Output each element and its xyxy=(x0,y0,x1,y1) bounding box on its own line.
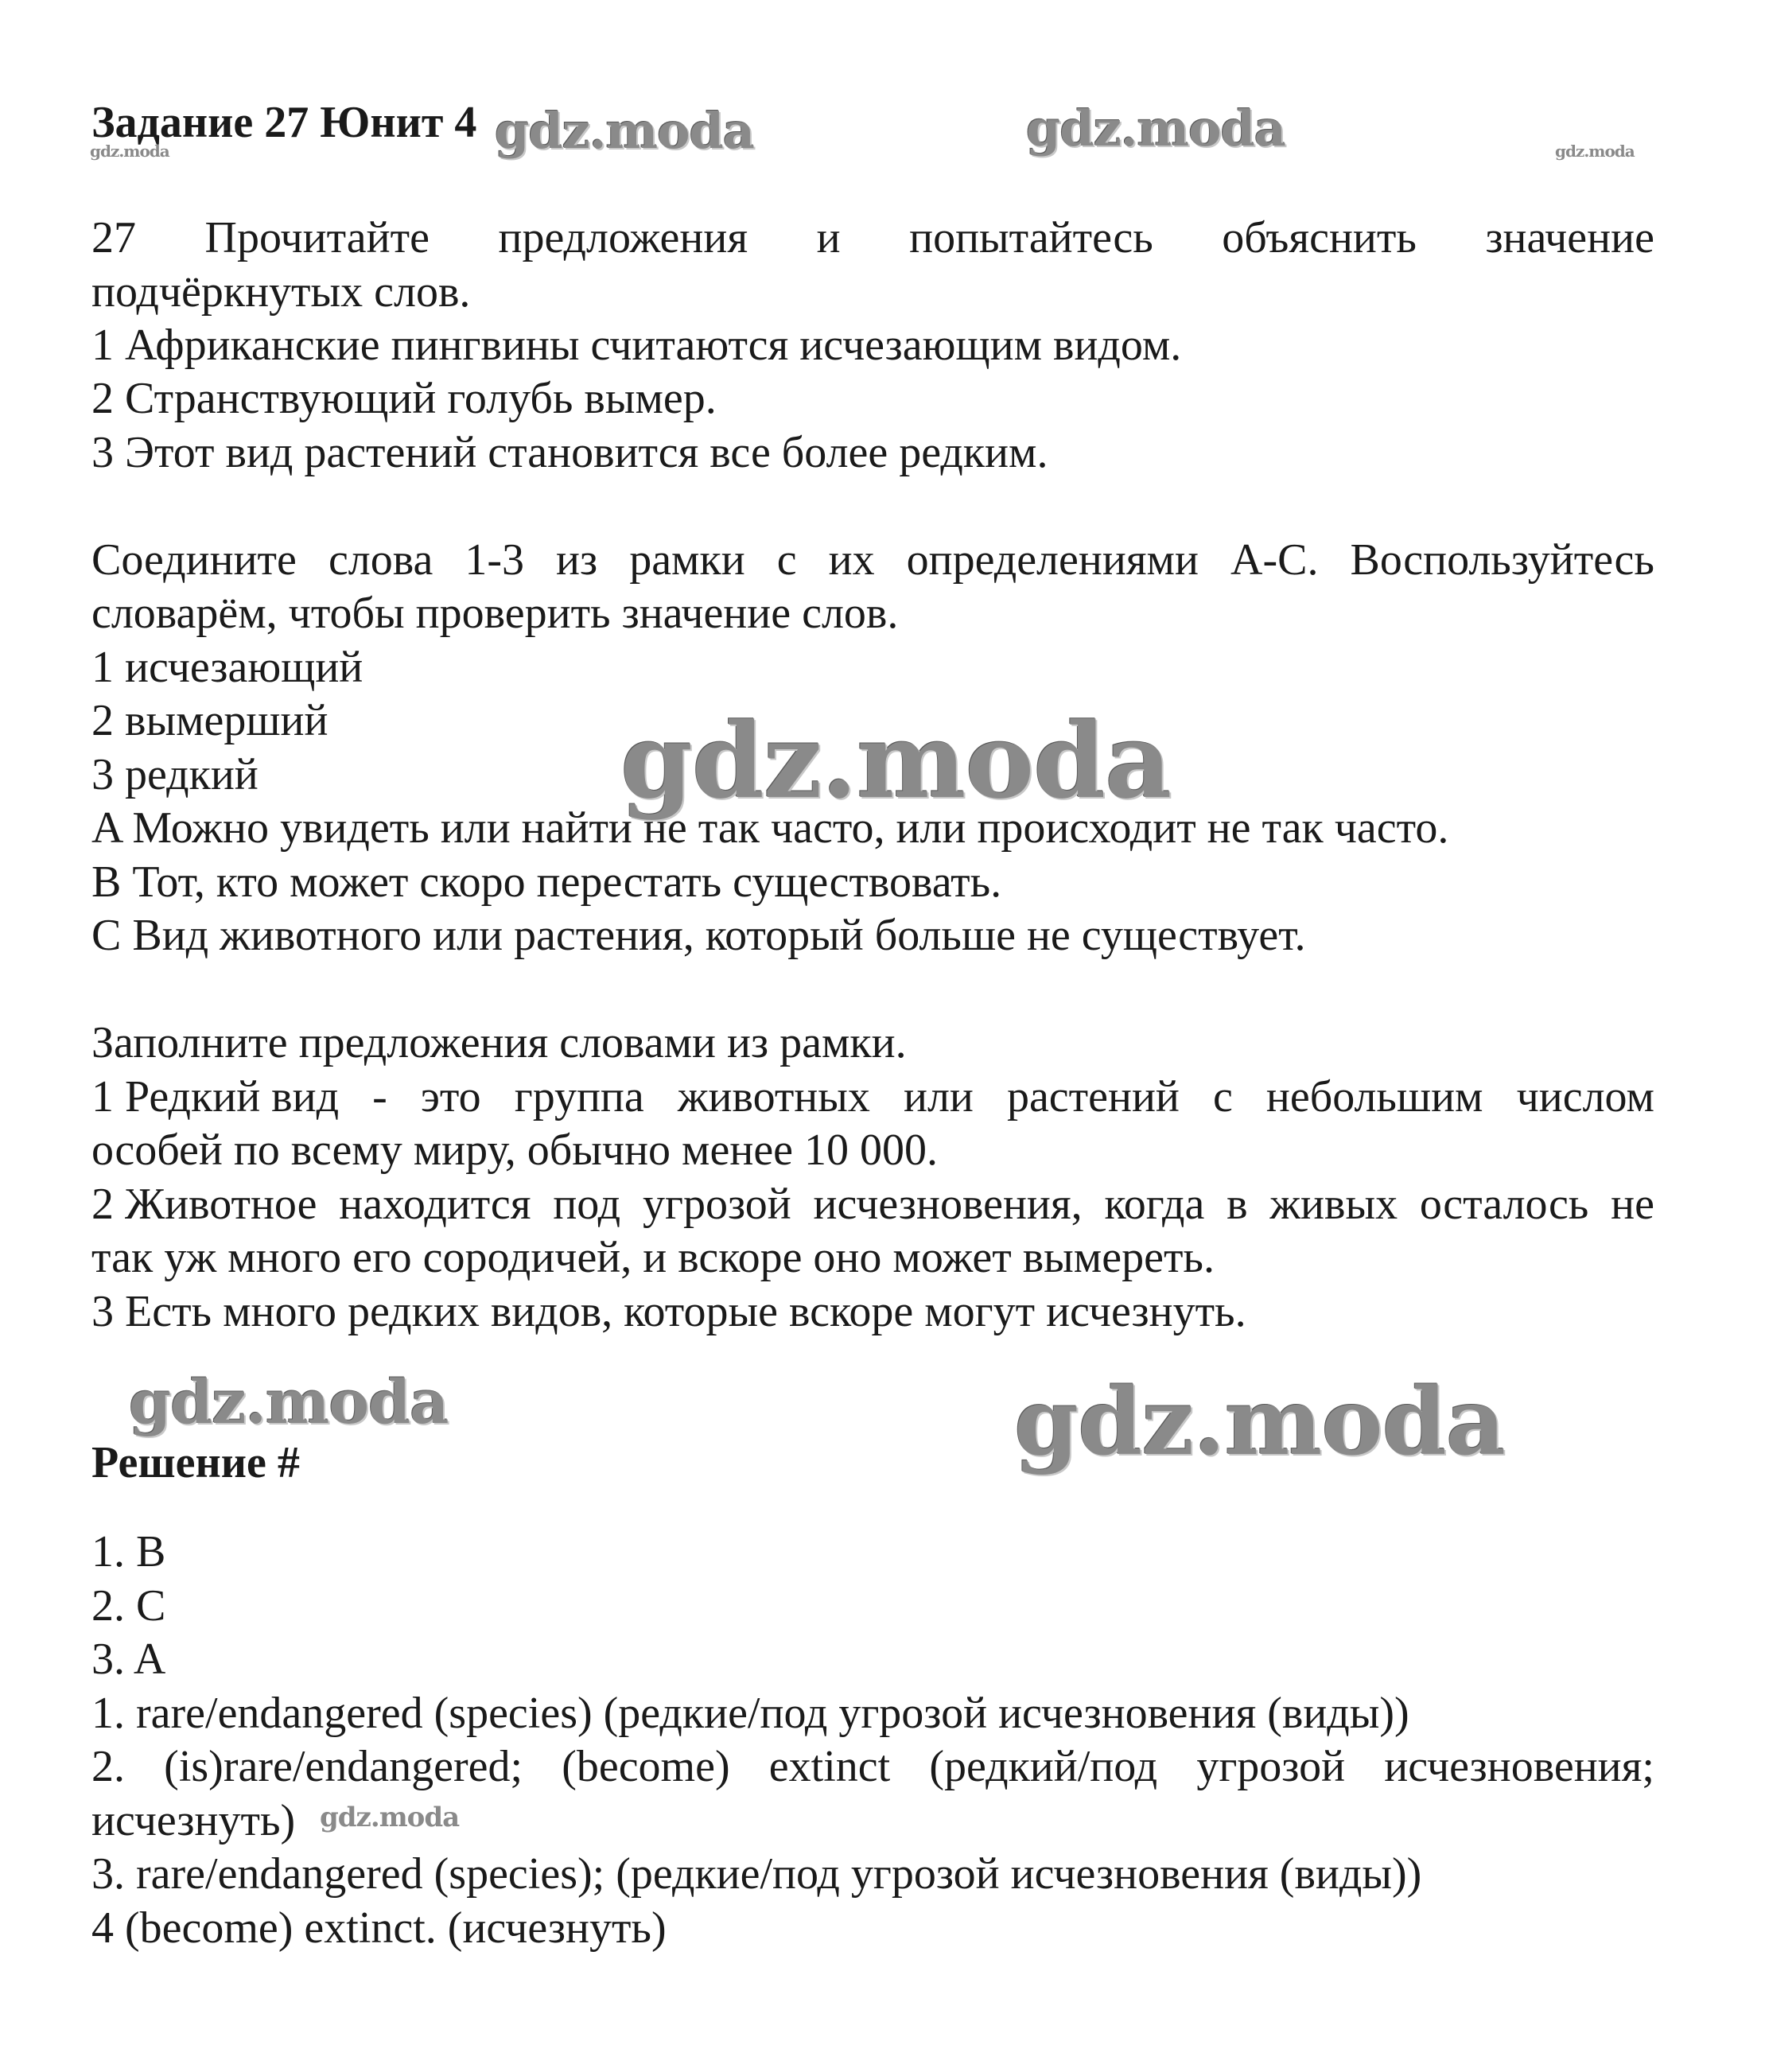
answer-word: (редкий/под xyxy=(929,1742,1158,1791)
answer-word: (become) xyxy=(562,1742,730,1791)
fill-word: в xyxy=(1227,1180,1248,1229)
answer-line-end: исчезнуть) xyxy=(91,1796,296,1845)
fill-word: - xyxy=(372,1072,387,1122)
answer-word: исчезновения; xyxy=(1384,1742,1654,1791)
match-word: 1-3 xyxy=(465,535,524,585)
task-number: 27 xyxy=(91,213,136,262)
watermark-logo: gdz.moda xyxy=(1555,142,1635,161)
fill-sentence-end: так уж много его сородичей, и вскоре оно может вымереть. xyxy=(91,1233,1215,1282)
word-item: 3 редкий xyxy=(91,750,259,799)
watermark-logo: gdz.moda xyxy=(1014,1368,1505,1476)
task-intro-line-end: подчёркнутых слов. xyxy=(91,267,471,317)
solution-heading: Решение # xyxy=(91,1438,300,1487)
fill-word: животных xyxy=(677,1072,870,1122)
watermark-logo: gdz.moda xyxy=(1026,99,1285,157)
answer-item: 2. C xyxy=(91,1581,166,1631)
definition-item: B Тот, кто может скоро перестать существовать. xyxy=(91,857,1002,907)
answer-item: 4 (become) extinct. (исчезнуть) xyxy=(91,1903,667,1953)
watermark-logo: gdz.moda xyxy=(620,700,1172,822)
intro-word: попытайтесь xyxy=(909,213,1153,262)
answer-item: 3. A xyxy=(91,1635,166,1684)
fill-sentence-line xyxy=(91,1070,1654,1124)
answer-word: 2. xyxy=(91,1742,125,1791)
fill-sentence: 3 Есть много редких видов, которые вскоре могут исчезнуть. xyxy=(91,1287,1246,1336)
fill-word: группа xyxy=(514,1072,644,1122)
sentence-item: 2 Странствующий голубь вымер. xyxy=(91,374,717,423)
answer-line xyxy=(91,1740,1654,1794)
fill-word: или xyxy=(903,1072,974,1122)
match-word: слова xyxy=(328,535,433,585)
watermark-logo: gdz.moda xyxy=(495,102,754,160)
fill-word: исчезновения, xyxy=(813,1180,1083,1229)
fill-word: это xyxy=(420,1072,481,1122)
match-instruction-end: словарём, чтобы проверить значение слов. xyxy=(91,589,899,638)
answer-word: (is)rare/endangered; xyxy=(164,1742,523,1791)
answer-item: 3. rare/endangered (species); (редкие/под угрозой исчезновения (виды)) xyxy=(91,1849,1422,1899)
intro-word: объяснить xyxy=(1222,213,1417,262)
fill-word: 2 Животное xyxy=(91,1180,317,1229)
word-item: 2 вымерший xyxy=(91,696,329,745)
fill-sentence-end: особей по всему миру, обычно менее 10 000. xyxy=(91,1125,939,1175)
watermark-logo: gdz.moda xyxy=(90,142,169,161)
fill-word: угрозой xyxy=(642,1180,791,1229)
fill-word: не xyxy=(1611,1180,1654,1229)
intro-word: и xyxy=(816,213,841,262)
fill-sentence-line xyxy=(91,1177,1654,1231)
match-word: с xyxy=(776,535,797,585)
fill-heading: Заполните предложения словами из рамки. xyxy=(91,1018,907,1067)
definition-item: C Вид животного или растения, который больше не существует. xyxy=(91,911,1306,960)
fill-word: растений xyxy=(1006,1072,1180,1122)
fill-word: когда xyxy=(1104,1180,1205,1229)
fill-word: находится xyxy=(339,1180,531,1229)
fill-word: живых xyxy=(1269,1180,1398,1229)
sentence-item: 1 Африканские пингвины считаются исчезающим видом. xyxy=(91,321,1182,370)
watermark-logo: gdz.moda xyxy=(129,1366,449,1437)
definition-item: A Можно увидеть или найти не так часто, или происходит не так часто. xyxy=(91,803,1449,853)
match-word: Воспользуйтесь xyxy=(1350,535,1654,585)
sentence-item: 3 Этот вид растений становится все более редким. xyxy=(91,428,1048,477)
match-word: Соедините xyxy=(91,535,297,585)
intro-word: предложения xyxy=(498,213,748,262)
fill-word: под xyxy=(553,1180,621,1229)
watermark-logo: gdz.moda xyxy=(320,1802,460,1833)
intro-word: Прочитайте xyxy=(204,213,430,262)
page-title: Задание 27 Юнит 4 xyxy=(91,98,477,147)
match-word: их xyxy=(828,535,875,585)
word-item: 1 исчезающий xyxy=(91,643,363,692)
answer-word: extinct xyxy=(768,1742,891,1791)
answer-word: угрозой xyxy=(1196,1742,1346,1791)
intro-word: значение xyxy=(1485,213,1654,262)
fill-word: 1 Редкий вид xyxy=(91,1072,340,1122)
match-word: A-C. xyxy=(1230,535,1319,585)
match-word: рамки xyxy=(629,535,745,585)
match-word: из xyxy=(556,535,598,585)
match-instruction-line xyxy=(91,533,1654,587)
answer-item: 1. rare/endangered (species) (редкие/под угрозой исчезновения (виды)) xyxy=(91,1689,1409,1738)
fill-word: небольшим xyxy=(1265,1072,1483,1122)
fill-word: осталось xyxy=(1419,1180,1589,1229)
fill-word: с xyxy=(1212,1072,1233,1122)
task-intro-line xyxy=(91,211,1654,265)
fill-word: числом xyxy=(1516,1072,1654,1122)
match-word: определениями xyxy=(906,535,1199,585)
answer-item: 1. B xyxy=(91,1527,166,1576)
